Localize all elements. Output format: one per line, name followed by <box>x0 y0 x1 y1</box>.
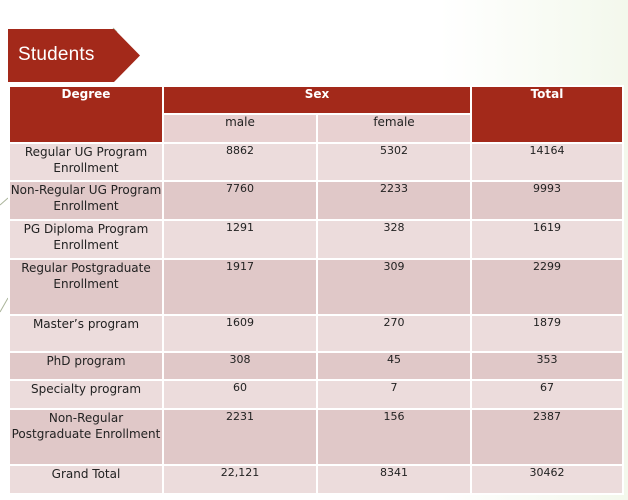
table-row <box>9 315 623 352</box>
female-cell: 5302 <box>317 143 471 181</box>
male-cell: 7760 <box>163 181 317 220</box>
total-cell: 2299 <box>471 259 623 315</box>
male-cell: 22,121 <box>163 465 317 494</box>
degree-cell: Specialty program <box>9 380 163 409</box>
male-cell: 1609 <box>163 315 317 352</box>
total-cell: 14164 <box>471 143 623 181</box>
total-cell: 1619 <box>471 220 623 259</box>
total-cell: 2387 <box>471 409 623 465</box>
degree-cell: PG Diploma Program Enrollment <box>9 220 163 259</box>
degree-cell: Non-Regular Postgraduate Enrollment <box>9 409 163 465</box>
degree-cell: Master’s program <box>9 315 163 352</box>
degree-cell: Regular UG Program Enrollment <box>9 143 163 181</box>
slide-title: Students <box>18 44 95 65</box>
subheader-female: female <box>317 114 471 143</box>
subheader-male: male <box>163 114 317 143</box>
degree-cell: PhD program <box>9 352 163 380</box>
total-cell: 30462 <box>471 465 623 494</box>
total-cell: 1879 <box>471 315 623 352</box>
header-sex: Sex <box>163 86 471 114</box>
male-cell: 1917 <box>163 259 317 315</box>
degree-cell: Grand Total <box>9 465 163 494</box>
male-cell: 8862 <box>163 143 317 181</box>
total-cell: 9993 <box>471 181 623 220</box>
enrollment-table <box>8 85 624 495</box>
female-cell: 328 <box>317 220 471 259</box>
table-row <box>9 380 623 409</box>
degree-cell: Non-Regular UG Program Enrollment <box>9 181 163 220</box>
degree-cell: Regular Postgraduate Enrollment <box>9 259 163 315</box>
header-total: Total <box>471 86 623 143</box>
table-row <box>9 409 623 465</box>
table-row <box>9 220 623 259</box>
female-cell: 309 <box>317 259 471 315</box>
table-row <box>9 352 623 380</box>
female-cell: 7 <box>317 380 471 409</box>
total-cell: 67 <box>471 380 623 409</box>
header-degree: Degree <box>9 86 163 143</box>
total-cell: 353 <box>471 352 623 380</box>
table-row <box>9 143 623 181</box>
male-cell: 1291 <box>163 220 317 259</box>
female-cell: 156 <box>317 409 471 465</box>
female-cell: 8341 <box>317 465 471 494</box>
table-row-grand-total <box>9 465 623 494</box>
female-cell: 2233 <box>317 181 471 220</box>
male-cell: 60 <box>163 380 317 409</box>
female-cell: 45 <box>317 352 471 380</box>
table-header-row <box>9 86 623 114</box>
male-cell: 2231 <box>163 409 317 465</box>
table-row <box>9 259 623 315</box>
table-row <box>9 181 623 220</box>
female-cell: 270 <box>317 315 471 352</box>
male-cell: 308 <box>163 352 317 380</box>
